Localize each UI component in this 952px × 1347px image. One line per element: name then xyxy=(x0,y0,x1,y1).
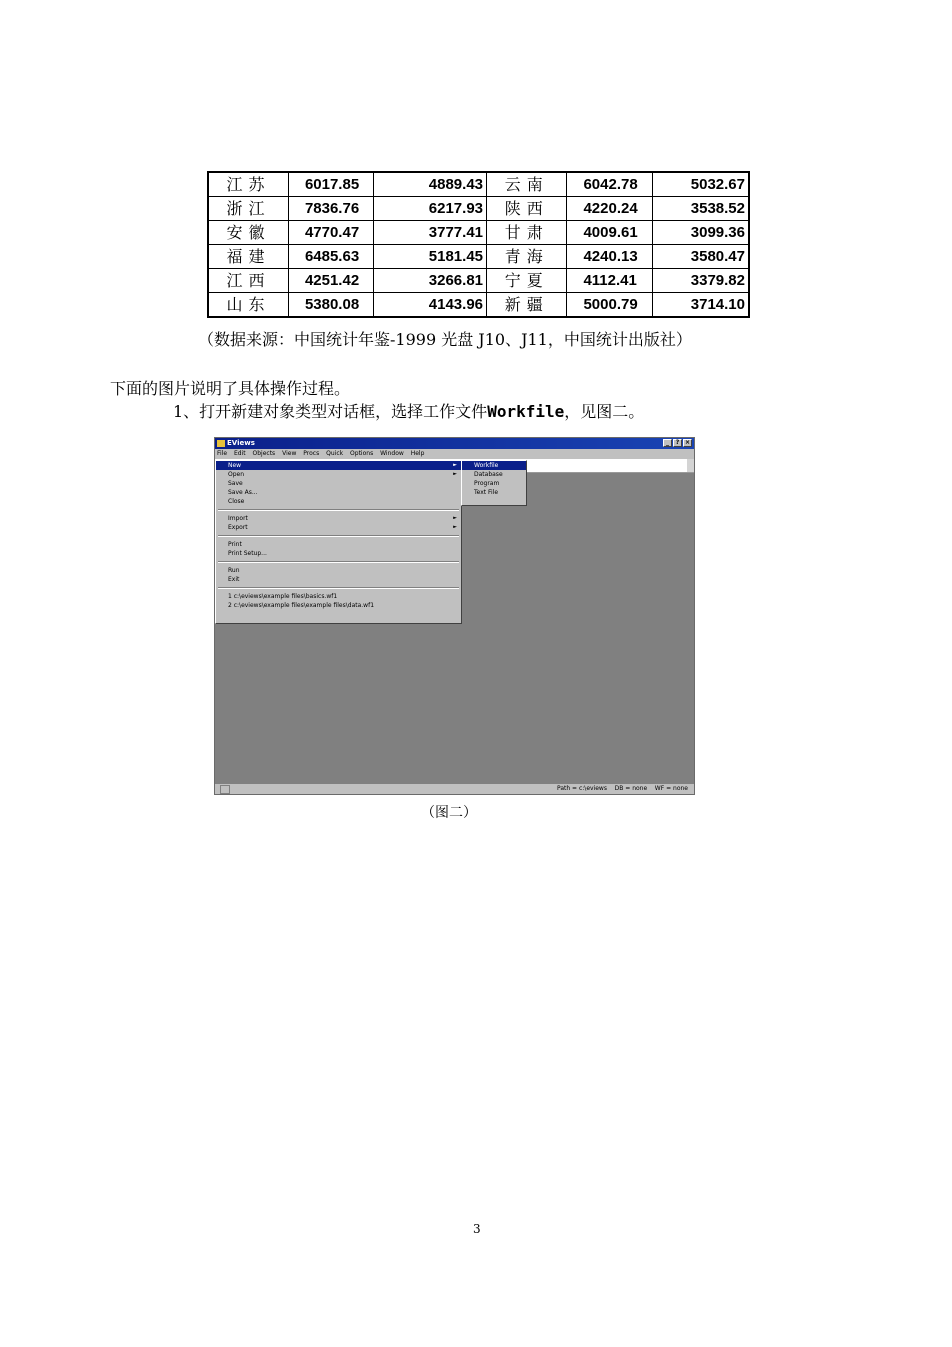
value-cell: 4143.96 xyxy=(374,293,487,318)
recent-file-1[interactable]: 1 c:\eviews\example files\basics.wf1 xyxy=(228,593,338,600)
value-cell: 6042.78 xyxy=(567,172,652,197)
menu-options[interactable]: Options xyxy=(350,450,374,457)
submenu-arrow-icon: ► xyxy=(453,471,457,477)
value-cell: 3099.36 xyxy=(652,221,749,245)
value-cell: 3379.82 xyxy=(652,269,749,293)
value-cell: 4251.42 xyxy=(288,269,373,293)
eviews-app-icon xyxy=(217,440,225,447)
file-menu-dropdown xyxy=(215,460,462,624)
new-database-item[interactable]: Database xyxy=(474,471,503,478)
menu-separator xyxy=(218,509,459,511)
value-cell: 6017.85 xyxy=(288,172,373,197)
table-row xyxy=(208,197,749,221)
new-submenu xyxy=(461,460,527,506)
province-name-cell: 云南 xyxy=(487,172,567,197)
value-cell: 3714.10 xyxy=(652,293,749,318)
file-menu-open[interactable]: Open ► xyxy=(228,471,457,478)
file-menu-export[interactable]: Export ► xyxy=(228,524,457,531)
recent-file-2[interactable]: 2 c:\eviews\example files\example files\data.wf1 xyxy=(228,602,375,609)
value-cell: 4889.43 xyxy=(374,172,487,197)
close-button[interactable]: × xyxy=(684,439,691,446)
menu-file[interactable]: File xyxy=(217,450,228,457)
menu-separator xyxy=(218,535,459,537)
data-source-note: （数据来源：中国统计年鉴-1999 光盘 J10、J11，中国统计出版社） xyxy=(198,330,692,349)
province-name-cell: 浙江 xyxy=(208,197,288,221)
table-row xyxy=(208,245,749,269)
eviews-screenshot xyxy=(214,437,695,795)
status-path: Path = c:\eviews xyxy=(556,785,607,792)
province-name-cell: 山东 xyxy=(208,293,288,318)
value-cell: 5380.08 xyxy=(288,293,373,318)
new-text-file-item[interactable]: Text File xyxy=(474,489,499,496)
command-scrollbar[interactable] xyxy=(687,459,694,472)
eviews-title-bar xyxy=(215,438,694,449)
province-data-table xyxy=(207,171,750,318)
status-info xyxy=(557,784,688,794)
menu-separator xyxy=(218,561,459,563)
page-number: 3 xyxy=(473,1222,481,1236)
status-wf: WF = none xyxy=(654,785,688,792)
eviews-menu-bar xyxy=(215,449,694,459)
menu-objects[interactable]: Objects xyxy=(252,450,276,457)
table-row xyxy=(208,172,749,197)
value-cell: 7836.76 xyxy=(288,197,373,221)
figure-caption: （图二） xyxy=(421,805,477,821)
value-cell: 4112.41 xyxy=(567,269,652,293)
table-row xyxy=(208,221,749,245)
menu-separator xyxy=(218,587,459,589)
menu-view[interactable]: View xyxy=(282,450,297,457)
value-cell: 4220.24 xyxy=(567,197,652,221)
submenu-arrow-icon: ► xyxy=(453,462,457,468)
value-cell: 3538.52 xyxy=(652,197,749,221)
file-menu-run[interactable]: Run xyxy=(228,567,240,574)
new-program-item[interactable]: Program xyxy=(474,480,500,487)
value-cell: 3777.41 xyxy=(374,221,487,245)
file-menu-save-as[interactable]: Save As... xyxy=(228,489,258,496)
province-name-cell: 江苏 xyxy=(208,172,288,197)
new-workfile-item[interactable]: Workfile xyxy=(462,461,526,470)
step-1-prefix: 1、打开新建对象类型对话框，选择工作文件 xyxy=(173,402,488,421)
province-name-cell: 福建 xyxy=(208,245,288,269)
file-menu-print[interactable]: Print xyxy=(228,541,242,548)
table-row xyxy=(208,269,749,293)
value-cell: 5032.67 xyxy=(652,172,749,197)
file-menu-print-setup[interactable]: Print Setup... xyxy=(228,550,267,557)
menu-procs[interactable]: Procs xyxy=(303,450,320,457)
value-cell: 3580.47 xyxy=(652,245,749,269)
submenu-arrow-icon: ► xyxy=(453,515,457,521)
status-db: DB = none xyxy=(614,785,648,792)
menu-quick[interactable]: Quick xyxy=(326,450,344,457)
menu-window[interactable]: Window xyxy=(380,450,404,457)
step-1-suffix: ，见图二。 xyxy=(564,402,645,421)
file-menu-exit[interactable]: Exit xyxy=(228,576,240,583)
submenu-arrow-icon: ► xyxy=(453,524,457,530)
menu-edit[interactable]: Edit xyxy=(233,450,246,457)
file-menu-close[interactable]: Close xyxy=(228,498,245,505)
file-menu-save[interactable]: Save xyxy=(228,480,243,487)
value-cell: 4770.47 xyxy=(288,221,373,245)
file-menu-import[interactable]: Import ► xyxy=(228,515,457,522)
province-name-cell: 江西 xyxy=(208,269,288,293)
value-cell: 4009.61 xyxy=(567,221,652,245)
help-button[interactable]: ? xyxy=(673,439,682,447)
value-cell: 6485.63 xyxy=(288,245,373,269)
province-name-cell: 陕西 xyxy=(487,197,567,221)
workfile-keyword: Workfile xyxy=(487,402,565,421)
value-cell: 5000.79 xyxy=(567,293,652,318)
province-name-cell: 新疆 xyxy=(487,293,567,318)
eviews-status-bar xyxy=(215,784,694,794)
value-cell: 3266.81 xyxy=(374,269,487,293)
value-cell: 5181.45 xyxy=(374,245,487,269)
value-cell: 4240.13 xyxy=(567,245,652,269)
intro-paragraph: 下面的图片说明了具体操作过程。 xyxy=(110,379,351,398)
value-cell: 6217.93 xyxy=(374,197,487,221)
table-row xyxy=(208,293,749,318)
province-name-cell: 甘肃 xyxy=(487,221,567,245)
menu-help[interactable]: Help xyxy=(410,450,425,457)
window-controls xyxy=(663,439,692,447)
province-name-cell: 青海 xyxy=(487,245,567,269)
province-name-cell: 宁夏 xyxy=(487,269,567,293)
minimize-button[interactable]: _ xyxy=(663,439,672,447)
province-name-cell: 安徽 xyxy=(208,221,288,245)
file-menu-new[interactable]: New ► xyxy=(216,461,461,470)
status-indicator xyxy=(220,785,230,794)
eviews-window-title: EViews xyxy=(227,439,255,447)
step-1-instruction xyxy=(173,399,644,422)
